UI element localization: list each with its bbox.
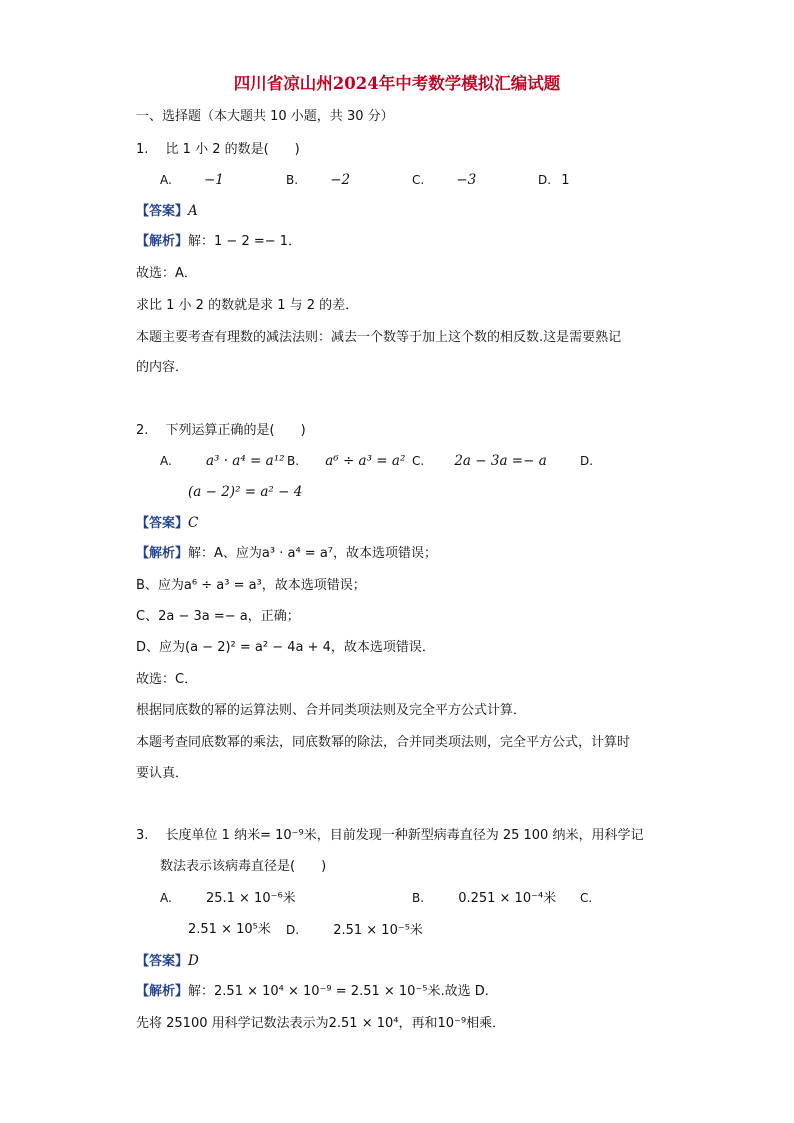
q2-answer-value: C xyxy=(188,515,199,531)
q2-answer-tag: 【答案】 xyxy=(136,516,189,531)
q2-analysis xyxy=(136,544,437,564)
q3-analysis-tag: 【解析】 xyxy=(136,984,189,999)
q1-note-1: 求比 1 小 2 的数就是求 1 与 2 的差． xyxy=(136,298,359,313)
q3-answer xyxy=(136,951,199,972)
q1-answer xyxy=(136,201,198,222)
q1-analysis-text: 解：1 − 2 =− 1． xyxy=(188,234,302,249)
q3-option-a xyxy=(160,888,296,909)
q2-option-d-label: D. xyxy=(580,454,594,468)
q1-option-b-label: B. xyxy=(286,173,299,187)
q3-option-c-value: 2.51 × 10⁵米 xyxy=(188,922,271,937)
q2-option-b xyxy=(287,451,405,472)
q1-option-d-label: D. xyxy=(538,173,552,187)
q3-option-a-value: 25.1 × 10⁻⁶米 xyxy=(205,891,296,906)
q1-note-2: 本题主要考查有理数的减法法则：减去一个数等于加上这个数的相反数.这是需要熟记 xyxy=(136,330,622,345)
q2-option-b-value: a⁶ ÷ a³ = a² xyxy=(325,453,406,469)
q3-option-b-value: 0.251 × 10⁻⁴米 xyxy=(458,891,557,906)
q2-answer xyxy=(136,513,198,534)
q2-option-d-label-box xyxy=(580,451,593,472)
q2-analysis-line-3: C、2a − 3a =− a，正确； xyxy=(136,609,300,624)
q2-note-2: 本题考查同底数幂的乘法，同底数幂的除法，合并同类项法则，完全平方公式，计算时 xyxy=(136,735,631,750)
q2-note-1: 根据同底数的幂的运算法则、合并同类项法则及完全平方公式计算． xyxy=(136,703,527,718)
q2-option-c-value: 2a − 3a =− a xyxy=(454,453,547,469)
q2-select: 故选：C． xyxy=(136,672,198,687)
q3-stem-line-2: 数法表示该病毒直径是( ) xyxy=(160,859,327,874)
q3-option-c xyxy=(188,920,271,940)
q1-option-b-value: −2 xyxy=(330,172,351,188)
q2-analysis-line-4: D、应为(a − 2)² = a² − 4a + 4，故本选项错误． xyxy=(136,640,435,655)
q2-analysis-line-1: 解：A、应为a³ · a⁴ = a⁷，故本选项错误； xyxy=(188,546,437,561)
q1-analysis-tag: 【解析】 xyxy=(136,234,189,249)
q2-analysis-tag: 【解析】 xyxy=(136,546,189,561)
q1-note-3: 的内容． xyxy=(136,360,189,375)
q2-note-3: 要认真． xyxy=(136,766,189,781)
q1-option-c-value: −3 xyxy=(456,172,477,188)
q1-option-b xyxy=(286,170,350,191)
q2-option-d-value: (a − 2)² = a² − 4 xyxy=(188,484,303,500)
q3-answer-tag: 【答案】 xyxy=(136,954,189,969)
q2-option-d xyxy=(188,482,302,503)
q2-stem: 2. 下列运算正确的是( ) xyxy=(136,423,306,438)
q3-stem-line-1: 3. 长度单位 1 纳米= 10⁻⁹米，目前发现一种新型病毒直径为 25 100 纳米，用科学记 xyxy=(136,828,644,843)
q1-select: 故选：A． xyxy=(136,266,197,281)
q3-option-b-label: B. xyxy=(412,891,425,905)
q3-option-d-value: 2.51 × 10⁻⁵米 xyxy=(333,923,423,938)
q1-option-a-label: A. xyxy=(160,173,172,187)
q1-option-c-label: C. xyxy=(412,173,425,187)
q3-option-c-label: C. xyxy=(580,891,593,905)
q2-analysis-line-2: B、应为a⁶ ÷ a³ = a³，故本选项错误； xyxy=(136,578,366,593)
q1-answer-value: A xyxy=(188,203,198,219)
q1-option-d xyxy=(538,170,569,191)
q3-analysis xyxy=(136,982,489,1002)
q2-option-a xyxy=(160,451,285,472)
q3-analysis-text: 解：2.51 × 10⁴ × 10⁻⁹ = 2.51 × 10⁻⁵米.故选 D. xyxy=(188,984,489,999)
q2-option-c xyxy=(412,451,547,472)
q3-option-c-label-box xyxy=(580,888,592,909)
q2-option-b-label: B. xyxy=(287,454,300,468)
q3-note-1: 先将 25100 用科学记数法表示为2.51 × 10⁴，再和10⁻⁹相乘． xyxy=(136,1016,506,1031)
q3-option-b xyxy=(412,888,556,909)
q1-option-a xyxy=(160,170,224,191)
section-heading: 一、选择题（本大题共 10 小题，共 30 分） xyxy=(136,109,394,124)
q1-option-c xyxy=(412,170,476,191)
q1-option-a-value: −1 xyxy=(203,172,224,188)
q2-option-a-label: A. xyxy=(160,454,172,468)
q3-option-d-label: D. xyxy=(286,923,300,937)
q1-option-d-value: 1 xyxy=(561,173,570,188)
q1-analysis xyxy=(136,232,301,252)
q2-option-a-value: a³ · a⁴ = a¹² xyxy=(205,453,285,469)
q1-answer-tag: 【答案】 xyxy=(136,204,189,219)
q1-stem: 1. 比 1 小 2 的数是( ) xyxy=(136,142,300,157)
q3-answer-value: D xyxy=(188,953,199,969)
q2-option-c-label: C. xyxy=(412,454,425,468)
document-title: 四川省凉山州2024年中考数学模拟汇编试题 xyxy=(233,74,561,93)
q3-option-d xyxy=(286,920,423,941)
q3-option-a-label: A. xyxy=(160,891,172,905)
